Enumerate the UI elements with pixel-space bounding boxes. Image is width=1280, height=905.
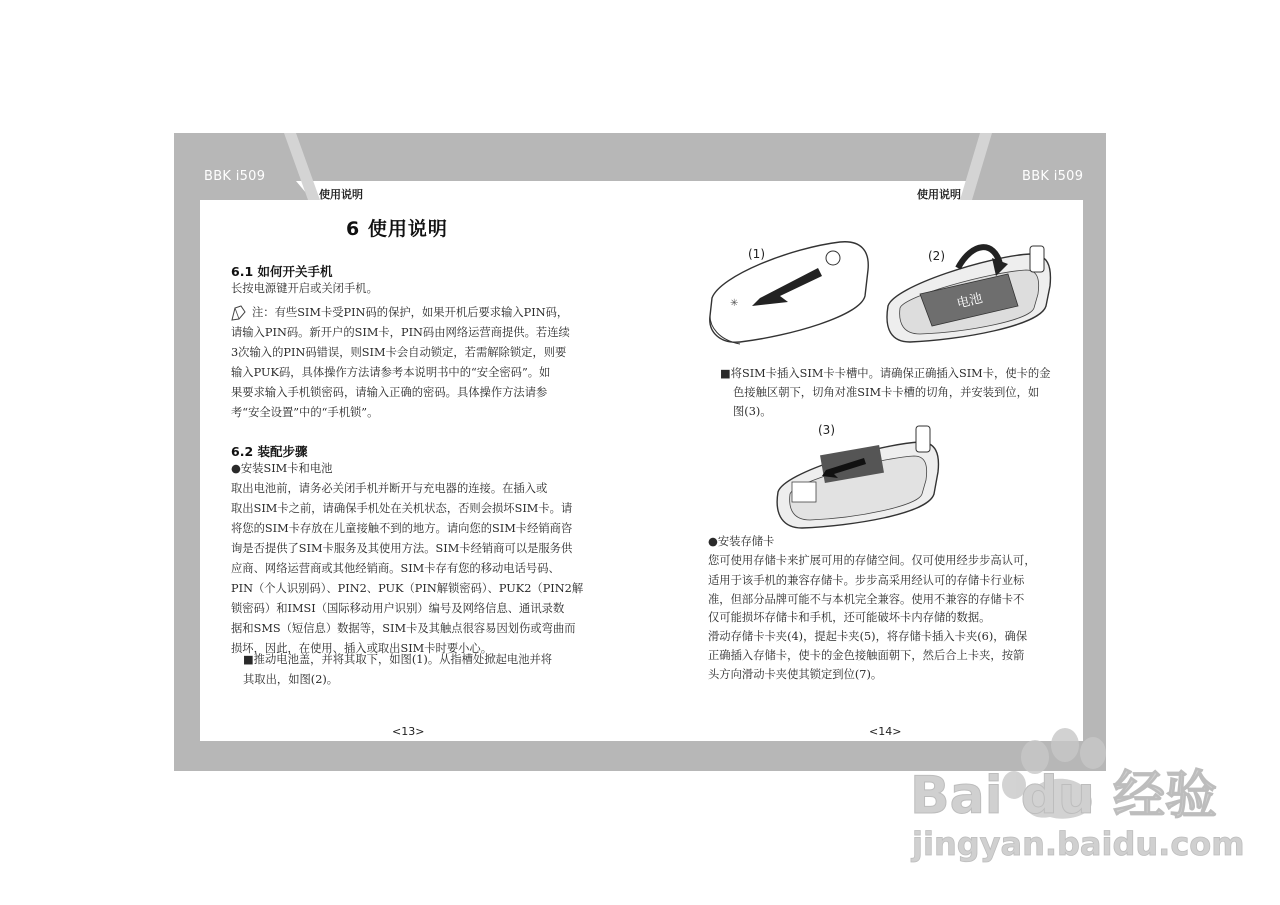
section-header-left: 使用说明 [319,188,363,201]
sec2-line-7: PIN（个人识别码）、PIN2、PUK（PIN解锁密码）、PUK2（PIN2解 [231,582,584,595]
figure-1-label: (1) [748,247,765,261]
sec2-line-1: ●安装SIM卡和电池 [231,462,333,475]
card-line-3: 适用于该手机的兼容存储卡。步步高采用经认可的存储卡行业标 [708,574,1025,587]
section-6-1-title: 6.1 如何开关手机 [231,264,333,279]
section-6-2-title: 6.2 装配步骤 [231,444,308,459]
section-header-right: 使用说明 [917,188,961,201]
card-line-7: 正确插入存储卡，使卡的金色接触面朝下，然后合上卡夹，按箭 [708,649,1025,662]
sec2-line-5: 询是否提供了SIM卡服务及其使用方法。SIM卡经销商可以是服务供 [231,542,573,555]
brand-left: BBK i509 [204,169,266,184]
figure-2-label: (2) [928,249,945,263]
sec2-line-6: 应商、网络运营商或其他经销商。SIM卡存有您的移动电话号码、 [231,562,560,575]
note-line-3: 3次输入的PIN码错误，则SIM卡会自动锁定，若需解除锁定，则要 [231,346,567,359]
note-line-1: 注：有些SIM卡受PIN码的保护，如果开机后要求输入PIN码， [252,306,569,319]
card-line-1: ●安装存储卡 [708,535,775,548]
note-line-2: 请输入PIN码。新开户的SIM卡，PIN码由网络运营商提供。若连续 [231,326,570,339]
sim-step-line-2: 色接触区朝下，切角对准SIM卡卡槽的切角，并安装到位，如 [733,386,1040,399]
baidu-watermark [910,705,1260,865]
card-line-2: 您可使用存储卡来扩展可用的存储空间。仅可使用经步步高认可， [708,554,1036,567]
brand-right: BBK i509 [1022,169,1084,184]
sec2-line-10: 损坏，因此，在使用、插入或取出SIM卡时要小心。 [231,642,493,655]
watermark-brand: Bai du 经验 [910,766,1217,826]
figure-3-sim-card [772,420,944,532]
page-number-left: <13> [392,725,425,738]
sim-step-line-3: 图(3)。 [733,405,772,418]
sec2-line-2: 取出电池前，请务必关闭手机并断开与充电器的连接。在插入或 [231,482,548,495]
sec2-line-3: 取出SIM卡之前，请确保手机处在关机状态，否则会损坏SIM卡。请 [231,502,573,515]
svg-text:✳: ✳ [730,298,739,309]
card-line-6: 滑动存储卡卡夹(4)，提起卡夹(5)，将存储卡插入卡夹(6)，确保 [708,630,1028,643]
sec2-line-9: 据和SMS（短信息）数据等，SIM卡及其触点很容易因划伤或弯曲而 [231,622,576,635]
battery-label: 电池 [955,291,985,312]
watermark-url: jingyan.baidu.com [912,825,1245,863]
page-number-right: <14> [869,725,902,738]
figure-2-battery [880,236,1058,348]
sec2-line-8: 锁密码）和IMSI（国际移动用户识别）编号及网络信息、通讯录数 [231,602,565,615]
pen-note-icon [230,304,248,322]
header-shape [174,133,1106,203]
note-line-5: 果要求输入手机锁密码，请输入正确的密码。具体操作方法请参 [231,386,548,399]
sim-step-line-1: ■将SIM卡插入SIM卡卡槽中。请确保正确插入SIM卡，使卡的金 [720,367,1051,380]
note-line-4: 输入PUK码，具体操作方法请参考本说明书中的“安全密码”。如 [231,366,551,379]
sec2-line-4: 将您的SIM卡存放在儿童接触不到的地方。请向您的SIM卡经销商咨 [231,522,573,535]
figure-1-phone-cover [700,236,875,348]
card-line-4: 准，但部分品牌可能不与本机完全兼容。使用不兼容的存储卡不 [708,593,1025,606]
chapter-title: 6 使用说明 [346,218,448,240]
note-line-6: 考“安全设置”中的“手机锁”。 [231,406,379,419]
figure-3-label: (3) [818,423,835,437]
step-line-1: ■推动电池盖，并将其取下，如图(1)。从指槽处掀起电池并将 [243,653,553,666]
card-line-8: 头方向滑动卡夹使其锁定到位(7)。 [708,668,883,681]
step-line-2: 其取出，如图(2)。 [243,673,339,686]
card-line-5: 仅可能损坏存储卡和手机，还可能破坏卡内存储的数据。 [708,611,991,624]
power-instruction: 长按电源键开启或关闭手机。 [231,282,378,295]
